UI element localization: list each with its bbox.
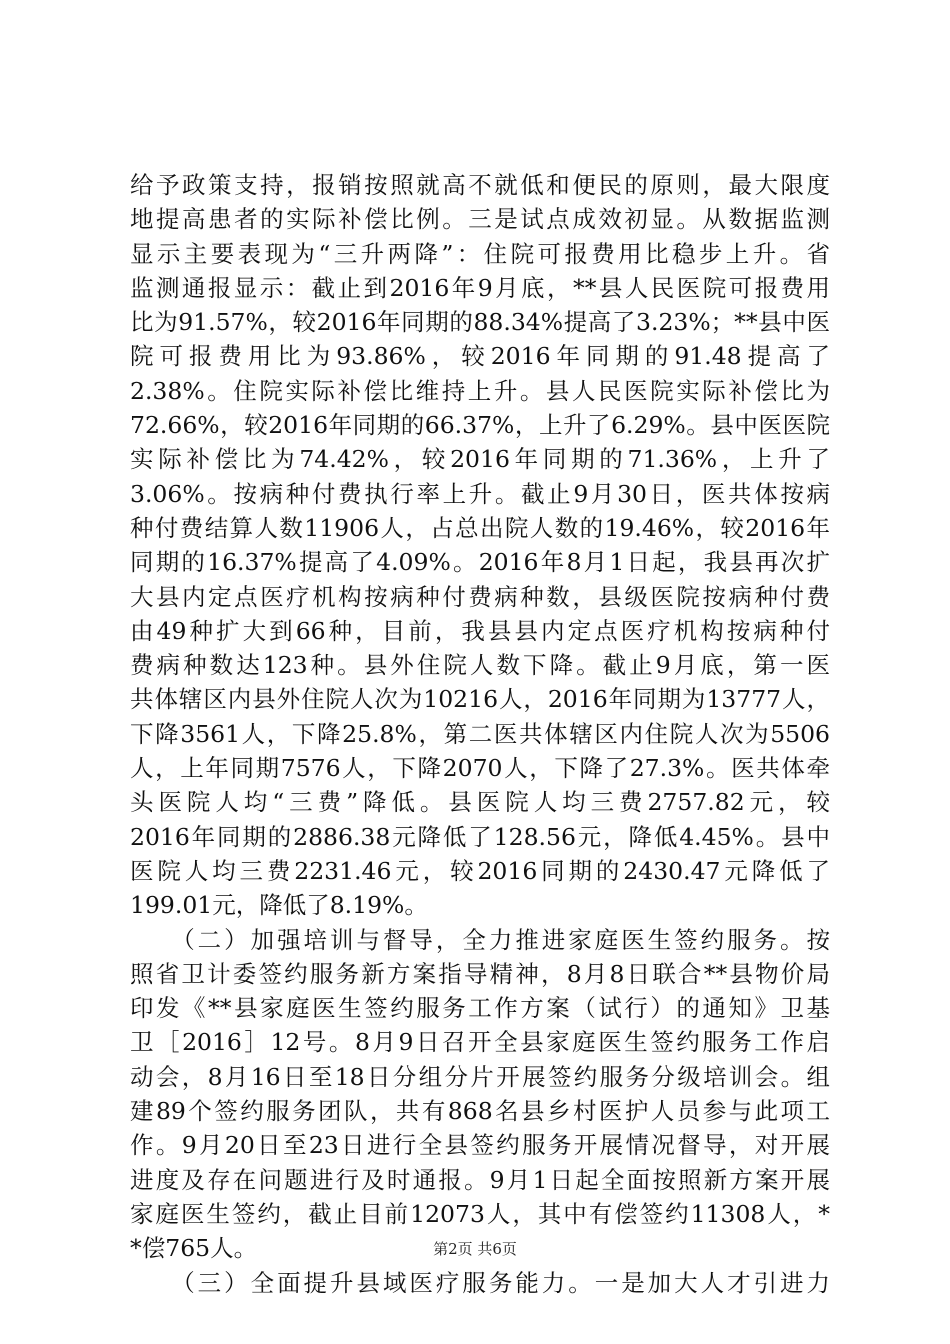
text-line: 建89个签约服务团队，共有868名县乡村医护人员参与此项工 (130, 1097, 830, 1126)
text-line: 大县内定点医疗机构按病种付费病种数，县级医院按病种付费 (130, 582, 830, 611)
text-line: （三）全面提升县域医疗服务能力。一是加大人才引进力 (130, 1268, 830, 1297)
body-text (130, 168, 830, 1300)
text-line: 照省卫计委签约服务新方案指导精神，8月8日联合**县物价局 (130, 959, 830, 988)
text-line: 监测通报显示：截止到2016年9月底，**县人民医院可报费用 (130, 273, 830, 302)
text-line: 给予政策支持，报销按照就高不就低和便民的原则，最大限度 (130, 171, 830, 199)
text-line: 2.38%。住院实际补偿比维持上升。县人民医院实际补偿比为 (130, 376, 830, 405)
text-line: 显示主要表现为“三升两降”：住院可报费用比稳步上升。省 (130, 239, 830, 268)
text-line: 比为91.57%，较2016年同期的88.34%提高了3.23%；**县中医 (130, 308, 830, 337)
page-number-label: 第2页 共6页 (433, 1240, 517, 1258)
text-line: 家庭医生签约，截止目前12073人，其中有偿签约11308人，* (130, 1199, 830, 1228)
text-line: 地提高患者的实际补偿比例。三是试点成效初显。从数据监测 (130, 205, 830, 234)
text-line: 3.06%。按病种付费执行率上升。截止9月30日，医共体按病 (130, 479, 830, 508)
text-line: 动会，8月16日至18日分组分片开展签约服务分级培训会。组 (130, 1062, 830, 1091)
text-line: 下降3561人，下降25.8%，第二医共体辖区内住院人次为5506 (130, 719, 830, 748)
text-line: 进度及存在问题进行及时通报。9月1日起全面按照新方案开展 (130, 1165, 830, 1194)
text-line: 由49种扩大到66种，目前，我县县内定点医疗机构按病种付 (130, 616, 830, 645)
text-line: 医院人均三费2231.46元，较2016同期的2430.47元降低了 (130, 856, 830, 885)
text-line: （二）加强培训与督导，全力推进家庭医生签约服务。按 (130, 925, 830, 954)
text-line: 同期的16.37%提高了4.09%。2016年8月1日起，我县再次扩 (130, 548, 830, 577)
text-line: *偿765人。 (130, 1234, 258, 1263)
text-line: 费病种数达123种。县外住院人数下降。截止9月底，第一医 (130, 651, 830, 680)
page-footer (0, 1239, 950, 1259)
text-line: 人，上年同期7576人，下降2070人，下降了27.3%。医共体牵 (130, 754, 830, 783)
text-line: 院可报费用比为93.86%，较2016年同期的91.48提高了 (130, 342, 830, 371)
text-line: 2016年同期的2886.38元降低了128.56元，降低4.45%。县中 (130, 822, 830, 851)
text-line: 共体辖区内县外住院人次为10216人，2016年同期为13777人， (130, 685, 830, 714)
text-line: 种付费结算人数11906人，占总出院人数的19.46%，较2016年 (130, 513, 830, 542)
text-line: 卫［2016］12号。8月9日召开全县家庭医生签约服务工作启 (130, 1028, 830, 1057)
text-line: 72.66%，较2016年同期的66.37%，上升了6.29%。县中医医院 (130, 411, 830, 440)
text-line: 头医院人均“三费”降低。县医院人均三费2757.82元，较 (130, 788, 830, 817)
text-line: 印发《**县家庭医生签约服务工作方案（试行）的通知》卫基 (130, 994, 830, 1023)
text-line: 199.01元，降低了8.19%。 (130, 891, 428, 920)
text-line: 作。9月20日至23日进行全县签约服务开展情况督导，对开展 (130, 1131, 830, 1160)
text-line: 实际补偿比为74.42%，较2016年同期的71.36%，上升了 (130, 445, 830, 474)
